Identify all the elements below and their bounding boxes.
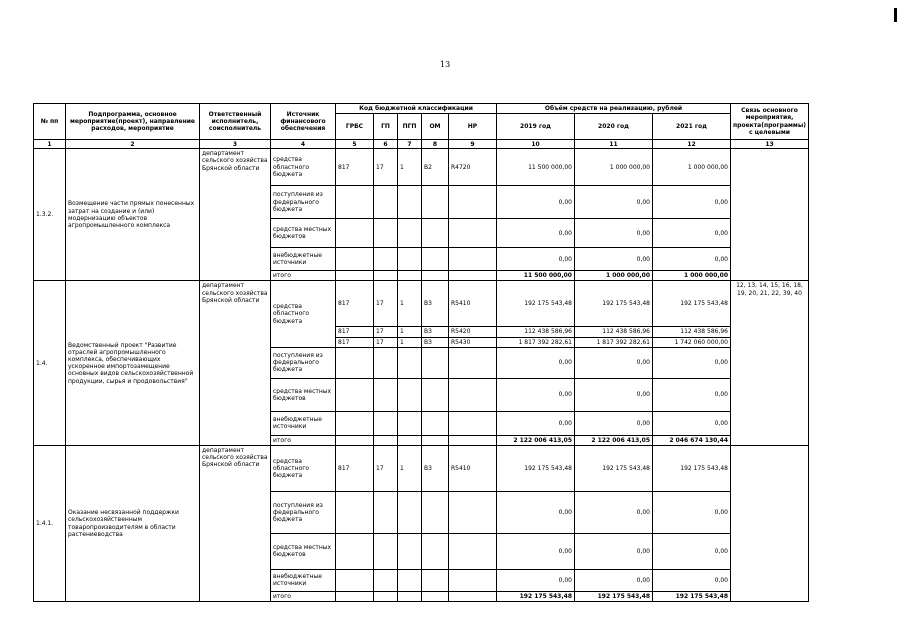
amount-y2020: 192 175 543,48 xyxy=(575,445,653,491)
funding-source: поступления из федерального бюджета xyxy=(271,491,336,533)
column-index: 1 xyxy=(34,140,66,149)
header-year-2019: 2019 год xyxy=(497,114,575,140)
amount-y2020: 0,00 xyxy=(575,411,653,435)
kbk-grbs xyxy=(336,411,374,435)
header-kbk-om: ОМ xyxy=(422,114,449,140)
funding-source: внебюджетные источники xyxy=(271,411,336,435)
kbk-pgp xyxy=(398,271,422,281)
kbk-pgp xyxy=(398,569,422,591)
page-number: 13 xyxy=(440,60,451,69)
section-number: 1.4. xyxy=(34,281,66,446)
amount-y2021: 0,00 xyxy=(653,491,731,533)
amount-y2020: 0,00 xyxy=(575,347,653,378)
kbk-om: В3 xyxy=(422,337,449,347)
amount-y2019: 0,00 xyxy=(497,411,575,435)
kbk-gp xyxy=(374,491,398,533)
kbk-nr: R4720 xyxy=(449,149,497,186)
amount-y2020: 112 438 586,96 xyxy=(575,327,653,337)
kbk-gp: 17 xyxy=(374,149,398,186)
header-kbk-nr: НР xyxy=(449,114,497,140)
amount-y2019: 112 438 586,96 xyxy=(497,327,575,337)
amount-y2021: 192 175 543,48 xyxy=(653,591,731,601)
funding-source: внебюджетные источники xyxy=(271,248,336,271)
kbk-grbs xyxy=(336,271,374,281)
kbk-grbs xyxy=(336,569,374,591)
kbk-om xyxy=(422,347,449,378)
section-name: Возмещение части прямых понесенных затрат на создание и (или) модернизацию объектов агропромышленного комплекса xyxy=(66,149,200,281)
amount-y2020: 0,00 xyxy=(575,569,653,591)
kbk-nr xyxy=(449,219,497,248)
kbk-grbs xyxy=(336,248,374,271)
header-kbk-gp: ГП xyxy=(374,114,398,140)
amount-y2019: 11 500 000,00 xyxy=(497,271,575,281)
kbk-grbs xyxy=(336,591,374,601)
kbk-grbs xyxy=(336,533,374,569)
table-row xyxy=(34,445,809,491)
kbk-gp xyxy=(374,186,398,219)
kbk-pgp xyxy=(398,248,422,271)
kbk-om xyxy=(422,248,449,271)
column-index: 11 xyxy=(575,140,653,149)
header-kbk-grbs: ГРБС xyxy=(336,114,374,140)
funding-source: внебюджетные источники xyxy=(271,569,336,591)
amount-y2019: 11 500 000,00 xyxy=(497,149,575,186)
amount-y2021: 192 175 543,48 xyxy=(653,281,731,327)
kbk-om: В3 xyxy=(422,445,449,491)
column-index-row xyxy=(34,140,809,149)
funding-source: поступления из федерального бюджета xyxy=(271,347,336,378)
kbk-grbs xyxy=(336,186,374,219)
header-kbk-group: Код бюджетной классификации xyxy=(336,104,497,114)
kbk-nr xyxy=(449,271,497,281)
header-col-link: Связь основного мероприятия, проекта(программы) с целевыми xyxy=(731,104,809,140)
program-link xyxy=(731,149,809,281)
amount-y2020: 1 817 392 282,61 xyxy=(575,337,653,347)
amount-y2020: 0,00 xyxy=(575,219,653,248)
kbk-om: В2 xyxy=(422,149,449,186)
kbk-nr xyxy=(449,569,497,591)
kbk-nr: R5420 xyxy=(449,327,497,337)
funding-source: итого xyxy=(271,271,336,281)
kbk-grbs: 817 xyxy=(336,149,374,186)
kbk-pgp xyxy=(398,347,422,378)
header-col-number: № пп xyxy=(34,104,66,140)
kbk-gp xyxy=(374,378,398,411)
amount-y2020: 2 122 006 413,05 xyxy=(575,435,653,445)
kbk-grbs xyxy=(336,491,374,533)
amount-y2019: 0,00 xyxy=(497,533,575,569)
amount-y2019: 1 817 392 282,61 xyxy=(497,337,575,347)
kbk-nr xyxy=(449,186,497,219)
kbk-pgp xyxy=(398,591,422,601)
kbk-grbs: 817 xyxy=(336,281,374,327)
amount-y2021: 0,00 xyxy=(653,411,731,435)
program-link: 12, 13, 14, 15, 16, 18, 19, 20, 21, 22, 39, 40 xyxy=(731,281,809,446)
amount-y2020: 192 175 543,48 xyxy=(575,591,653,601)
section-executor: департамент сельского хозяйства Брянской области xyxy=(200,445,271,601)
amount-y2021: 0,00 xyxy=(653,378,731,411)
amount-y2021: 0,00 xyxy=(653,347,731,378)
amount-y2019: 0,00 xyxy=(497,186,575,219)
scan-edge-mark xyxy=(894,8,897,22)
header-year-2021: 2021 год xyxy=(653,114,731,140)
funding-source: поступления из федерального бюджета xyxy=(271,186,336,219)
header-year-2020: 2020 год xyxy=(575,114,653,140)
kbk-gp: 17 xyxy=(374,327,398,337)
kbk-om xyxy=(422,591,449,601)
amount-y2019: 0,00 xyxy=(497,569,575,591)
kbk-grbs: 817 xyxy=(336,337,374,347)
section-executor: департамент сельского хозяйства Брянской области xyxy=(200,149,271,281)
kbk-om xyxy=(422,219,449,248)
kbk-pgp xyxy=(398,435,422,445)
kbk-om xyxy=(422,569,449,591)
kbk-gp xyxy=(374,591,398,601)
kbk-om: В3 xyxy=(422,281,449,327)
amount-y2021: 0,00 xyxy=(653,533,731,569)
amount-y2021: 1 000 000,00 xyxy=(653,271,731,281)
kbk-grbs xyxy=(336,347,374,378)
kbk-nr xyxy=(449,491,497,533)
amount-y2020: 1 000 000,00 xyxy=(575,271,653,281)
funding-source: средства местных бюджетов xyxy=(271,219,336,248)
kbk-nr xyxy=(449,591,497,601)
column-index: 10 xyxy=(497,140,575,149)
kbk-grbs: 817 xyxy=(336,327,374,337)
amount-y2021: 0,00 xyxy=(653,219,731,248)
section-number: 1.3.2. xyxy=(34,149,66,281)
kbk-om xyxy=(422,411,449,435)
amount-y2019: 0,00 xyxy=(497,378,575,411)
kbk-pgp xyxy=(398,533,422,569)
column-index: 8 xyxy=(422,140,449,149)
amount-y2019: 192 175 543,48 xyxy=(497,281,575,327)
amount-y2019: 192 175 543,48 xyxy=(497,445,575,491)
kbk-pgp: 1 xyxy=(398,281,422,327)
kbk-nr: R5410 xyxy=(449,445,497,491)
kbk-pgp xyxy=(398,219,422,248)
kbk-grbs xyxy=(336,378,374,411)
kbk-nr xyxy=(449,378,497,411)
column-index: 13 xyxy=(731,140,809,149)
kbk-gp: 17 xyxy=(374,281,398,327)
header-col-source: Источник финансового обеспечения xyxy=(271,104,336,140)
amount-y2020: 0,00 xyxy=(575,378,653,411)
kbk-grbs: 817 xyxy=(336,445,374,491)
budget-table xyxy=(33,103,809,602)
column-index: 6 xyxy=(374,140,398,149)
kbk-om xyxy=(422,533,449,569)
column-index: 4 xyxy=(271,140,336,149)
amount-y2019: 2 122 006 413,05 xyxy=(497,435,575,445)
amount-y2021: 2 046 674 130,44 xyxy=(653,435,731,445)
kbk-nr xyxy=(449,533,497,569)
amount-y2020: 0,00 xyxy=(575,186,653,219)
kbk-pgp: 1 xyxy=(398,337,422,347)
column-index: 12 xyxy=(653,140,731,149)
kbk-gp xyxy=(374,347,398,378)
funding-source: средства местных бюджетов xyxy=(271,378,336,411)
column-index: 5 xyxy=(336,140,374,149)
table-row xyxy=(34,281,809,327)
column-index: 7 xyxy=(398,140,422,149)
kbk-pgp xyxy=(398,491,422,533)
amount-y2019: 0,00 xyxy=(497,248,575,271)
kbk-om xyxy=(422,378,449,411)
header-col-program: Подпрограмма, основное мероприятие(проект), направление расходов, мероприятие xyxy=(66,104,200,140)
kbk-gp xyxy=(374,248,398,271)
kbk-om xyxy=(422,186,449,219)
funding-source: средства областного бюджета xyxy=(271,149,336,186)
amount-y2019: 0,00 xyxy=(497,491,575,533)
kbk-nr xyxy=(449,435,497,445)
kbk-grbs xyxy=(336,435,374,445)
kbk-gp xyxy=(374,435,398,445)
kbk-om xyxy=(422,435,449,445)
kbk-pgp xyxy=(398,186,422,219)
amount-y2019: 0,00 xyxy=(497,219,575,248)
kbk-gp xyxy=(374,411,398,435)
column-index: 9 xyxy=(449,140,497,149)
amount-y2021: 1 000 000,00 xyxy=(653,149,731,186)
amount-y2020: 0,00 xyxy=(575,533,653,569)
kbk-pgp xyxy=(398,378,422,411)
program-link xyxy=(731,445,809,601)
amount-y2020: 1 000 000,00 xyxy=(575,149,653,186)
amount-y2020: 0,00 xyxy=(575,491,653,533)
header-col-executor: Ответственный исполнитель, соисполнитель xyxy=(200,104,271,140)
amount-y2021: 0,00 xyxy=(653,186,731,219)
column-index: 3 xyxy=(200,140,271,149)
funding-source: итого xyxy=(271,591,336,601)
kbk-grbs xyxy=(336,219,374,248)
funding-source: итого xyxy=(271,435,336,445)
kbk-gp: 17 xyxy=(374,337,398,347)
kbk-nr: R5430 xyxy=(449,337,497,347)
kbk-gp xyxy=(374,569,398,591)
kbk-om xyxy=(422,491,449,533)
kbk-gp xyxy=(374,219,398,248)
amount-y2021: 1 742 060 000,00 xyxy=(653,337,731,347)
kbk-nr xyxy=(449,411,497,435)
kbk-gp xyxy=(374,533,398,569)
section-number: 1.4.1. xyxy=(34,445,66,601)
kbk-pgp: 1 xyxy=(398,149,422,186)
kbk-gp: 17 xyxy=(374,445,398,491)
kbk-nr xyxy=(449,347,497,378)
table-row xyxy=(34,149,809,186)
section-executor: департамент сельского хозяйства Брянской области xyxy=(200,281,271,446)
kbk-pgp xyxy=(398,411,422,435)
kbk-pgp: 1 xyxy=(398,445,422,491)
amount-y2021: 0,00 xyxy=(653,569,731,591)
amount-y2019: 192 175 543,48 xyxy=(497,591,575,601)
funding-source: средства областного бюджета xyxy=(271,445,336,491)
kbk-gp xyxy=(374,271,398,281)
funding-source: средства областного бюджета xyxy=(271,281,336,347)
kbk-nr: R5410 xyxy=(449,281,497,327)
amount-y2021: 192 175 543,48 xyxy=(653,445,731,491)
amount-y2020: 0,00 xyxy=(575,248,653,271)
amount-y2021: 0,00 xyxy=(653,248,731,271)
amount-y2021: 112 438 586,96 xyxy=(653,327,731,337)
section-name: Ведомственный проект "Развитие отраслей агропромышленного комплекса, обеспечивающих ускоренное импортозамещение основных видов сельскохозяйственной продукции, сырья и продовольствия" xyxy=(66,281,200,446)
kbk-om xyxy=(422,271,449,281)
amount-y2019: 0,00 xyxy=(497,347,575,378)
column-index: 2 xyxy=(66,140,200,149)
funding-source: средства местных бюджетов xyxy=(271,533,336,569)
section-name: Оказание несвязанной поддержки сельскохозяйственным товаропроизводителям в области растениеводства xyxy=(66,445,200,601)
kbk-pgp: 1 xyxy=(398,327,422,337)
kbk-om: В3 xyxy=(422,327,449,337)
header-volume-group: Объём средств на реализацию, рублей xyxy=(497,104,731,114)
header-kbk-pgp: ПГП xyxy=(398,114,422,140)
kbk-nr xyxy=(449,248,497,271)
amount-y2020: 192 175 543,48 xyxy=(575,281,653,327)
